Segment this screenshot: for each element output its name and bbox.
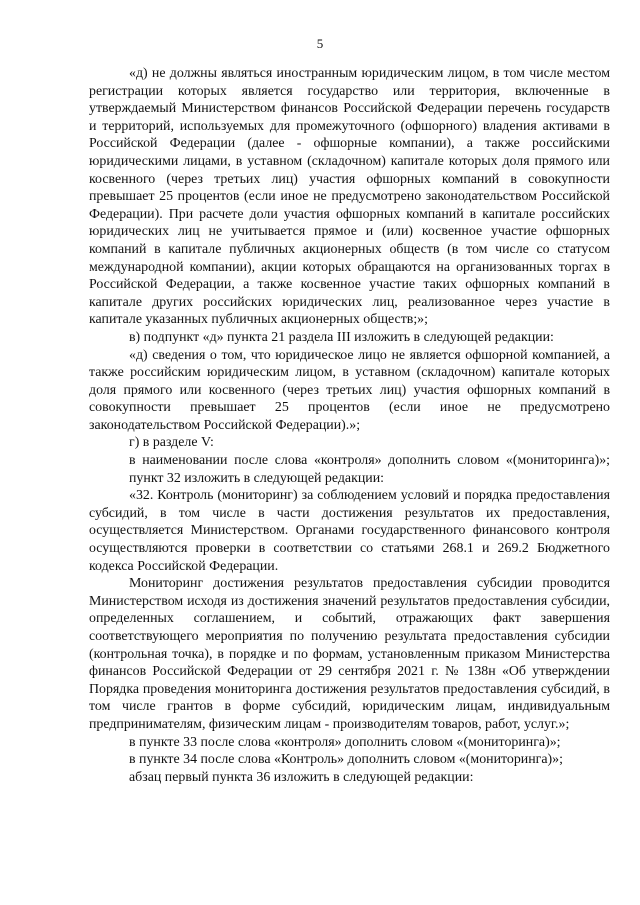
paragraph-offshore-definition: «д) не должны являться иностранным юридическим лицом, в том числе местом регистрации которых является государство или территория, включенные в утверждаемый Министерством финансов Российской Федерации перечень государств и территорий, используемых для промежуточного (офшорного) владения активами в Российской Федерации (далее - офшорные компании), а также российскими юридическими лицами, в уставном (складочном) капитале которых доля прямого или косвенного (через третьих лиц) участия офшорных компаний в совокупности превышает 25 процентов (если иное не предусмотрено законодательством Российской Федерации). При расчете доли участия офшорных компаний в капитале российских юридических лиц не учитывается прямое и (или) косвенное участие офшорных компаний в капитале публичных акционерных обществ (в том числе со статусом международной компании), акции которых обращаются на организованных торгах в Российской Федерации, а также косвенное участие таких офшорных компаний в капитале других российских юридических лиц, реализованное через участие в капитале указанных публичных акционерных обществ;»;: [89, 66, 610, 328]
paragraph-subitem-g: г) в разделе V:: [129, 435, 214, 451]
paragraph-item-33: в пункте 33 после слова «контроля» дополнить словом «(мониторинга)»;: [129, 734, 561, 750]
page-number: 5: [316, 36, 324, 51]
paragraph-item-32-text: «32. Контроль (мониторинг) за соблюдением условий и порядка предоставления субсидий, в том числе в части достижения результатов их предоставления, осуществляется Министерством. Органами государственного финансового контроля осуществляются проверки в соответствии со статьями 268.1 и 269.2 Бюджетного кодекса Российской Федерации.: [89, 488, 610, 574]
paragraph-subitem-v: в) подпункт «д» пункта 21 раздела III изложить в следующей редакции:: [129, 329, 554, 345]
paragraph-item-32-intro: пункт 32 изложить в следующей редакции:: [129, 470, 384, 486]
paragraph-title-amendment: в наименовании после слова «контроля» дополнить словом «(мониторинга)»;: [129, 453, 610, 469]
paragraph-item-34: в пункте 34 после слова «Контроль» дополнить словом «(мониторинга)»;: [129, 752, 563, 768]
paragraph-offshore-info: «д) сведения о том, что юридическое лицо не является офшорной компанией, а также российским юридическим лицом, в уставном (складочном) капитале которых доля прямого или косвенного (через третьих лиц) участия офшорных компаний в совокупности превышает 25 процентов (если иное не предусмотрено законодательством Российской Федерации).»;: [89, 347, 610, 433]
paragraph-item-36: абзац первый пункта 36 изложить в следующей редакции:: [129, 769, 474, 785]
document-body: [89, 65, 610, 786]
paragraph-monitoring: Мониторинг достижения результатов предоставления субсидии проводится Министерством исходя из достижения значений результатов предоставления субсидии, определенных соглашением, и событий, отражающих факт завершения соответствующего мероприятия по получению результата предоставления субсидии (контрольная точка), в порядке и по формам, установленным приказом Министерства финансов Российской Федерации от 29 сентября 2021 г. № 138н «Об утверждении Порядка проведения мониторинга достижения результатов предоставления субсидий, в том числе грантов в форме субсидий, юридическим лицам, индивидуальным предпринимателям, физическим лицам - производителям товаров, работ, услуг.»;: [89, 576, 610, 732]
